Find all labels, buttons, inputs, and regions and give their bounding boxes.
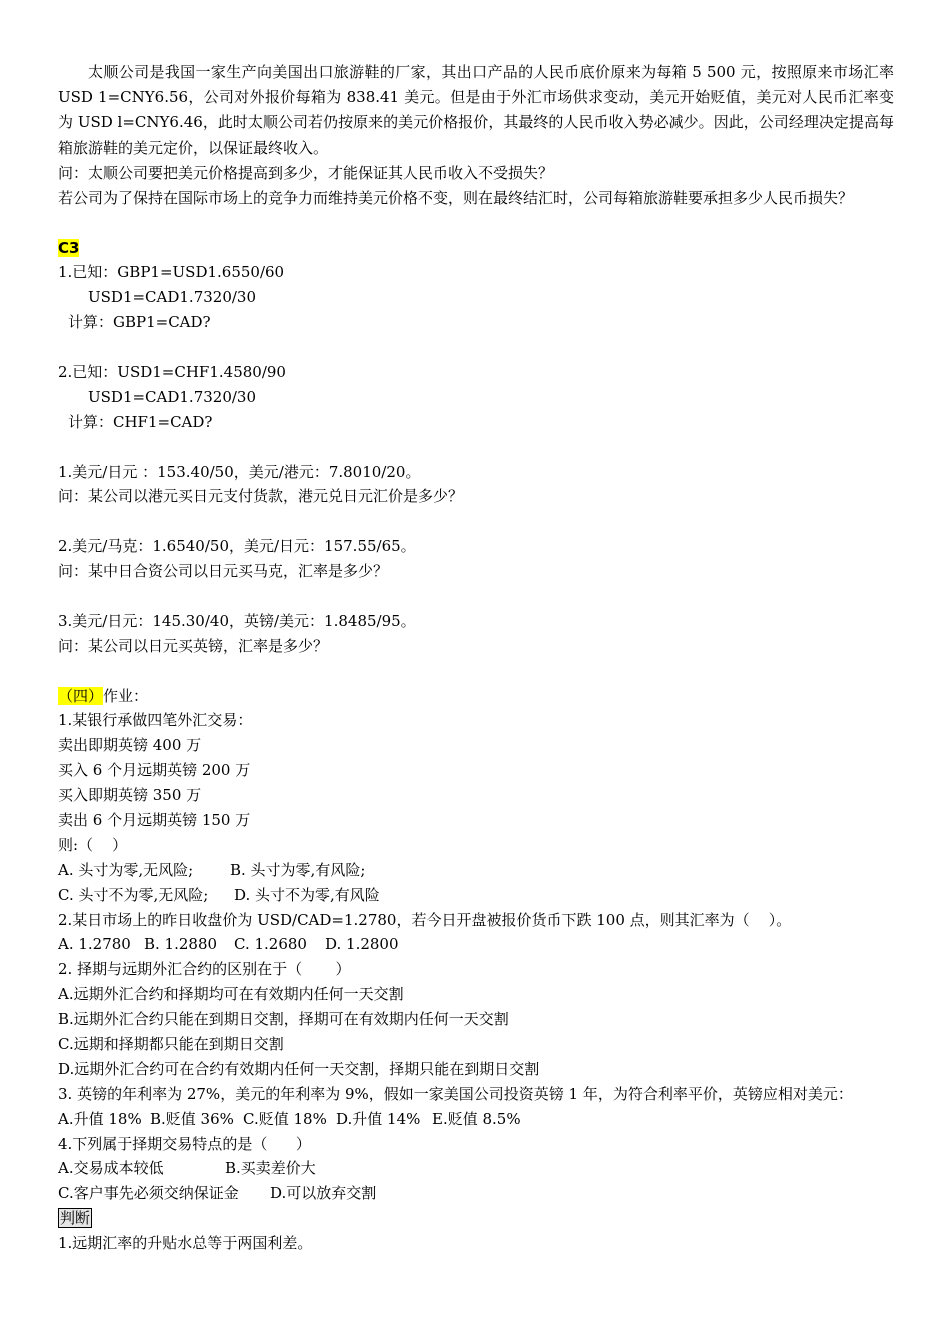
c3-heading: C3	[58, 238, 80, 257]
homework-q2: 2.某日市场上的昨日收盘价为 USD/CAD=1.2780，若今日开盘被报价货币下跌 100 点，则其汇率为（ ）。	[58, 910, 792, 929]
homework-q1-options-ab	[58, 858, 894, 883]
c3-heading-line	[58, 236, 894, 261]
c3-exercise-3-question: 问：某公司以日元买英镑，汇率是多少？	[58, 636, 329, 655]
c3-exercise-3: 3.美元/日元：145.30/40，英镑/美元：1.8485/95。	[58, 611, 416, 630]
homework-q5-options-ab	[58, 1156, 894, 1181]
c3-q2-calc: 计算：CHF1=CAD?	[68, 412, 213, 431]
intro-question-2: 若公司为了保持在国际市场上的竞争力而维持美元价格不变，则在最终结汇时，公司每箱旅游鞋要承担多少人民币损失？	[58, 188, 854, 207]
judge-q1: 1.远期汇率的升贴水总等于两国利差。	[58, 1234, 313, 1253]
homework-heading	[58, 684, 894, 709]
homework-tag: （四）	[58, 686, 104, 705]
option-a: A.升值 18%	[58, 1109, 142, 1128]
spacer	[58, 509, 894, 534]
judge-heading-line	[58, 1206, 894, 1231]
c3-q1-known2: USD1=CAD1.7320/30	[88, 288, 257, 307]
homework-q4: 3. 英镑的年利率为 27%，美元的年利率为 9%，假如一家美国公司投资英镑 1 年，为符合利率平价，英镑应相对美元：	[58, 1084, 853, 1103]
spacer	[58, 435, 894, 460]
option-d: D.可以放弃交割	[270, 1184, 377, 1203]
spacer	[58, 335, 894, 360]
homework-q3-option: D.远期外汇合约可在合约有效期内任何一天交割，择期只能在到期日交割	[58, 1059, 540, 1078]
homework-q1-item: 卖出 6 个月远期英镑 150 万	[58, 811, 251, 829]
document-page	[58, 60, 894, 1256]
option-a: A.交易成本较低	[58, 1159, 164, 1178]
option-a: A. 头寸为零,无风险;	[58, 860, 194, 879]
c3-q2-known: 2.已知：USD1=CHF1.4580/90	[58, 362, 286, 381]
option-e: E.贬值 8.5%	[432, 1109, 521, 1128]
homework-q4-options	[58, 1107, 894, 1132]
spacer	[58, 584, 894, 609]
c3-q1-known: 1.已知：GBP1=USD1.6550/60	[58, 263, 285, 282]
intro-paragraph: 太顺公司是我国一家生产向美国出口旅游鞋的厂家，其出口产品的人民币底价原来为每箱 5 500 元，按照原来市场汇率 USD 1=CNY6.56，公司对外报价每箱为 838.41 美元。但是由于外汇市场供求变动，美元开始贬值，美元对人民币汇率变为 USD l=CNY6.46，此时太顺公司若仍按原来的美元价格报价，其最终的人民币收入势必减少。因此，公司经理决定提高每箱旅游鞋的美元定价，以保证最终收入。	[58, 63, 894, 157]
option-a: A. 1.2780	[58, 935, 131, 954]
c3-exercise-1: 1.美元/日元 ：153.40/50，美元/港元：7.8010/20。	[58, 462, 421, 481]
homework-q3-option: C.远期和择期都只能在到期日交割	[58, 1035, 284, 1054]
option-b: B. 1.2880	[144, 935, 218, 954]
homework-q1-then: 则:（ ）	[58, 835, 128, 854]
homework-q5: 4.下列属于择期交易特点的是（ ）	[58, 1134, 311, 1153]
option-b: B.贬值 36%	[150, 1109, 234, 1128]
option-c: C.客户事先必须交纳保证金	[58, 1184, 239, 1203]
option-b: B.买卖差价大	[225, 1159, 316, 1178]
homework-q2-options	[58, 932, 894, 957]
option-b: B. 头寸为零,有风险;	[230, 860, 366, 879]
option-c: C.贬值 18%	[243, 1109, 327, 1128]
homework-q3-option: B.远期外汇合约只能在到期日交割，择期可在有效期内任何一天交割	[58, 1010, 509, 1029]
option-c: C. 头寸不为零,无风险;	[58, 885, 209, 904]
option-c: C. 1.2680	[234, 935, 307, 954]
homework-q5-options-cd	[58, 1181, 894, 1206]
homework-title: 作业：	[103, 686, 149, 705]
c3-q2-known2: USD1=CAD1.7320/30	[88, 387, 257, 406]
option-d: D. 头寸不为零,有风险	[234, 885, 380, 904]
homework-q1-item: 卖出即期英镑 400 万	[58, 736, 202, 755]
homework-q1-options-cd	[58, 883, 894, 908]
judge-heading: 判断	[60, 1209, 91, 1228]
c3-q1-calc: 计算：GBP1=CAD?	[68, 313, 211, 332]
c3-exercise-2-question: 问：某中日合资公司以日元买马克，汇率是多少？	[58, 562, 389, 581]
homework-q3-option: A.远期外汇合约和择期均可在有效期内任何一天交割	[58, 985, 404, 1004]
option-d: D. 1.2800	[325, 935, 399, 954]
homework-q3: 2. 择期与远期外汇合约的区别在于（ ）	[58, 960, 351, 979]
homework-q1-item: 买入即期英镑 350 万	[58, 786, 202, 805]
homework-q1-item: 买入 6 个月远期英镑 200 万	[58, 761, 251, 780]
intro-question-1: 问：太顺公司要把美元价格提高到多少，才能保证其人民币收入不受损失？	[58, 163, 554, 182]
c3-exercise-2: 2.美元/马克：1.6540/50，美元/日元：157.55/65。	[58, 537, 416, 556]
c3-exercise-1-question: 问：某公司以港元买日元支付货款，港元兑日元汇价是多少？	[58, 487, 464, 506]
spacer	[58, 659, 894, 684]
homework-q1: 1.某银行承做四笔外汇交易：	[58, 711, 253, 730]
option-d: D.升值 14%	[336, 1109, 421, 1128]
spacer	[58, 211, 894, 236]
